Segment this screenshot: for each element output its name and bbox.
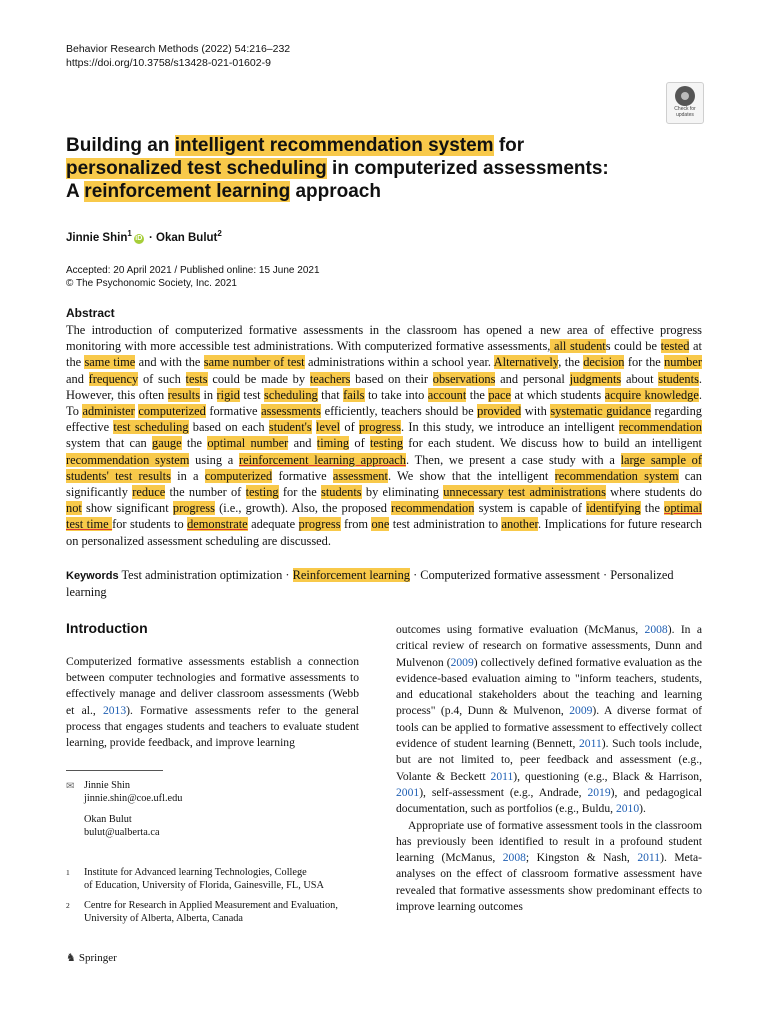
keywords-text-1: Test administration optimization · bbox=[118, 568, 293, 582]
abstract-highlight: decision bbox=[583, 355, 625, 370]
abstract-highlight: pace bbox=[488, 387, 512, 402]
abstract-text: at the bbox=[66, 339, 702, 370]
abstract-highlight: optimal test time bbox=[66, 501, 702, 532]
abstract-text: system is capable of bbox=[474, 501, 587, 516]
abstract-text: (i.e., growth). Also, the proposed bbox=[214, 501, 392, 516]
abstract-highlight: timing bbox=[316, 436, 350, 451]
abstract-text: from bbox=[340, 517, 372, 532]
abstract-text: the bbox=[466, 387, 489, 402]
abstract-text: the number of bbox=[165, 485, 246, 500]
abstract-text: with bbox=[521, 404, 551, 419]
abstract-text: test bbox=[239, 387, 265, 402]
title-text-3: in computerized assessments: A bbox=[66, 158, 609, 202]
abstract-highlight: reinforcement learning approach bbox=[239, 452, 407, 467]
title-text-4: approach bbox=[290, 181, 381, 202]
body-text: ). Meta-analyses on the effect of classroom formative assessment have revealed that formative assessments show predominant effects to improve learning outcomes bbox=[396, 851, 702, 914]
abstract-text: formative bbox=[205, 404, 262, 419]
abstract-text: . However, this often bbox=[66, 371, 703, 402]
abstract-highlight: results bbox=[167, 387, 201, 402]
title-text-1: Building an bbox=[66, 135, 175, 156]
author-name-1[interactable]: Jinnie Shin bbox=[66, 231, 128, 244]
abstract-text: system that can bbox=[66, 436, 153, 451]
abstract-highlight: tested bbox=[660, 339, 690, 354]
check-for-updates-badge[interactable] bbox=[666, 82, 704, 124]
body-text: ; Kingston & Nash, bbox=[525, 851, 638, 865]
abstract-text: using a bbox=[189, 452, 240, 467]
abstract-highlight: same time bbox=[84, 355, 136, 370]
footnote-divider bbox=[66, 770, 163, 771]
abstract-highlight: progress bbox=[358, 420, 401, 435]
contact-email-2[interactable]: bulut@ualberta.ca bbox=[84, 827, 160, 838]
title-highlight-3: reinforcement learning bbox=[84, 181, 291, 202]
abstract-highlight: scheduling bbox=[264, 387, 318, 402]
body-text: ), questioning (e.g., Black & Harrison, bbox=[513, 769, 702, 783]
accepted-published-dates: Accepted: 20 April 2021 / Published online: 15 June 2021 bbox=[66, 265, 320, 276]
abstract-highlight: fails bbox=[343, 387, 365, 402]
abstract-highlight: all student bbox=[550, 339, 606, 354]
abstract-highlight: same number of test bbox=[203, 355, 305, 370]
intro-left-column bbox=[66, 654, 359, 751]
abstract-highlight: computerized bbox=[138, 404, 206, 419]
abstract-text: administrations within a school year. bbox=[304, 355, 494, 370]
abstract-text: the bbox=[181, 436, 208, 451]
abstract-text: and bbox=[288, 436, 317, 451]
abstract-highlight: recommendation system bbox=[554, 468, 679, 483]
body-text: ) collectively defined formative evaluation as the evidence-based evaluation aiming to "inform teachers, students, and educational stakeholders about the teaching and learning process" (p.4, Dunn & Mulvenon, bbox=[396, 655, 702, 718]
intro-right-paragraph-1 bbox=[396, 622, 702, 818]
citation-link[interactable]: 2008 bbox=[502, 851, 526, 865]
author-name-2[interactable]: Okan Bulut bbox=[156, 231, 218, 244]
keywords-text-2: · Computerized formative assessment · Personalized learning bbox=[66, 568, 674, 599]
affiliation-number: 2 bbox=[66, 901, 70, 910]
abstract-text: for the bbox=[624, 355, 665, 370]
abstract-highlight: testing bbox=[369, 436, 404, 451]
crossmark-label-2: updates bbox=[676, 112, 694, 118]
springer-horse-icon: ♞ bbox=[66, 952, 76, 964]
abstract-text: based on their bbox=[350, 371, 433, 386]
abstract-highlight: reduce bbox=[132, 485, 166, 500]
keywords-highlight: Reinforcement learning bbox=[292, 568, 410, 582]
abstract-highlight: rigid bbox=[216, 387, 240, 402]
abstract-highlight: judgments bbox=[569, 371, 622, 386]
abstract-text: based on each bbox=[188, 420, 269, 435]
crossmark-icon bbox=[675, 86, 695, 106]
introduction-heading: Introduction bbox=[66, 620, 148, 636]
citation-link[interactable]: 2001 bbox=[396, 785, 420, 799]
abstract-text: . We show that the intelligent bbox=[387, 468, 555, 483]
abstract-text: of bbox=[349, 436, 370, 451]
abstract-text: . In this study, we introduce an intelligent bbox=[400, 420, 619, 435]
citation-link[interactable]: 2009 bbox=[450, 655, 474, 669]
affiliation-line: Centre for Research in Applied Measurement and Evaluation, bbox=[84, 900, 338, 911]
crossmark-label-1: Check for bbox=[674, 106, 696, 112]
abstract-highlight: identifying bbox=[586, 501, 641, 516]
abstract-text: of such bbox=[138, 371, 186, 386]
abstract-body bbox=[66, 322, 702, 549]
abstract-text: in bbox=[200, 387, 217, 402]
abstract-highlight: one bbox=[371, 517, 390, 532]
abstract-highlight: students bbox=[321, 485, 362, 500]
abstract-highlight: number bbox=[664, 355, 702, 370]
abstract-highlight: systematic guidance bbox=[550, 404, 651, 419]
abstract-highlight: teachers bbox=[309, 371, 351, 386]
body-text: outcomes using formative evaluation (McManus, bbox=[396, 623, 645, 636]
abstract-highlight: recommendation bbox=[391, 501, 475, 516]
abstract-highlight: acquire knowledge bbox=[604, 387, 699, 402]
envelope-icon: ✉ bbox=[66, 781, 75, 792]
citation-link[interactable]: 2011 bbox=[579, 737, 602, 751]
citation-link[interactable]: 2010 bbox=[615, 802, 640, 816]
doi-link[interactable]: https://doi.org/10.3758/s13428-021-01602-9 bbox=[66, 57, 271, 69]
copyright-line: © The Psychonomic Society, Inc. 2021 bbox=[66, 278, 237, 289]
affiliation-line: of Education, University of Florida, Gainesville, FL, USA bbox=[84, 880, 324, 891]
intro-right-paragraph-2 bbox=[396, 818, 702, 916]
abstract-highlight: computerized bbox=[204, 468, 273, 483]
abstract-highlight: testing bbox=[245, 485, 279, 500]
abstract-text: adequate bbox=[247, 517, 299, 532]
affiliation-line: Institute for Advanced learning Technologies, College bbox=[84, 867, 307, 878]
body-text: ). bbox=[639, 802, 646, 816]
paper-title bbox=[66, 134, 626, 203]
affiliation-number: 1 bbox=[66, 868, 70, 877]
citation-link[interactable]: 2019 bbox=[587, 785, 611, 799]
abstract-highlight: demonstrate bbox=[187, 517, 248, 532]
abstract-highlight: not bbox=[66, 501, 82, 516]
publisher-name: Springer bbox=[78, 952, 117, 964]
abstract-text: for students to bbox=[112, 517, 188, 532]
keywords bbox=[66, 567, 702, 600]
abstract-text: s could be bbox=[605, 339, 661, 354]
abstract-text: by eliminating bbox=[361, 485, 444, 500]
abstract-text: and personal bbox=[495, 371, 570, 386]
abstract-highlight: administer bbox=[82, 404, 135, 419]
author-separator: · bbox=[145, 231, 157, 244]
journal-citation: Behavior Research Methods (2022) 54:216–232 bbox=[66, 43, 291, 55]
body-text: ). In a critical review of research on formative assessments, Dunn and Mulvenon ( bbox=[396, 623, 702, 669]
abstract-highlight: observations bbox=[432, 371, 496, 386]
abstract-text: test administration to bbox=[389, 517, 502, 532]
abstract-text: could be made by bbox=[207, 371, 310, 386]
abstract-highlight: Alternatively bbox=[493, 355, 559, 370]
abstract-highlight: unnecessary test administrations bbox=[443, 485, 606, 500]
abstract-text: show significant bbox=[81, 501, 173, 516]
abstract-text: to take into bbox=[364, 387, 428, 402]
abstract-text: . To bbox=[66, 387, 702, 419]
abstract-text: that bbox=[317, 387, 344, 402]
abstract-highlight: frequency bbox=[88, 371, 139, 386]
abstract-highlight: assessment bbox=[332, 468, 388, 483]
abstract-highlight: progress bbox=[298, 517, 341, 532]
abstract-highlight: gauge bbox=[152, 436, 182, 451]
abstract-text: in a bbox=[170, 468, 205, 483]
orcid-icon[interactable]: iD bbox=[135, 234, 143, 242]
abstract-text: The introduction of computerized formative assessments in the classroom has opened a new area of effective progress monitoring with more accessible test administrations. With computerized formative assessments, bbox=[66, 323, 702, 354]
abstract-text: regarding effective bbox=[66, 404, 702, 435]
abstract-highlight: recommendation system bbox=[66, 452, 190, 467]
abstract-highlight: another bbox=[501, 517, 538, 532]
citation-link[interactable]: 2008 bbox=[644, 623, 668, 636]
abstract-highlight: large sample of students' test results bbox=[66, 452, 703, 483]
publisher-logo bbox=[66, 951, 117, 964]
abstract-highlight: test scheduling bbox=[113, 420, 189, 435]
abstract-highlight: progress bbox=[172, 501, 215, 516]
body-text: Appropriate use of formative assessment tools in the classroom has previously been identified to result in a profound student learning (McManus, bbox=[396, 818, 702, 865]
intro-left-text-1: Computerized formative assessments establish a connection between computer technologies and formative assessments to effectively manage and deliver classroom assessments (Webb et al., bbox=[66, 655, 359, 717]
abstract-highlight: level bbox=[316, 420, 341, 435]
intro-left-text-2: ). Formative assessments refer to the general process that engages students and teachers to evaluate student learning, provide feedback, and improve learning bbox=[66, 703, 359, 750]
body-text: ). A diverse format of tools can be applied to formative assessment to effectively collect evidence of student learning (Bennett, bbox=[396, 704, 702, 751]
abstract-highlight: tests bbox=[185, 371, 208, 386]
keywords-label: Keywords bbox=[66, 570, 119, 582]
author-list bbox=[66, 229, 222, 244]
abstract-text: . Then, we present a case study with a bbox=[406, 452, 621, 467]
publication-dates bbox=[66, 264, 320, 290]
abstract-text: of bbox=[340, 420, 359, 435]
abstract-text: and with the bbox=[135, 355, 204, 370]
abstract-text: where students do bbox=[605, 485, 702, 500]
abstract-highlight: students bbox=[658, 371, 699, 386]
abstract-highlight: assessments bbox=[261, 404, 321, 419]
author-affiliation-2: 2 bbox=[217, 229, 222, 238]
title-highlight-2: personalized test scheduling bbox=[66, 158, 327, 179]
abstract-text: , the bbox=[558, 355, 584, 370]
abstract-highlight: recommendation bbox=[618, 420, 702, 435]
citation-link[interactable]: 2013 bbox=[102, 703, 127, 717]
abstract-highlight: account bbox=[427, 387, 467, 402]
intro-right-column bbox=[396, 622, 702, 915]
abstract-text: and bbox=[66, 371, 89, 386]
abstract-highlight: optimal number bbox=[207, 436, 289, 451]
author-affiliation-1: 1 bbox=[127, 229, 132, 238]
abstract-text: at which students bbox=[511, 387, 605, 402]
contact-name-2: Okan Bulut bbox=[84, 814, 132, 825]
body-text: ), self-assessment (e.g., Andrade, bbox=[419, 785, 588, 799]
title-text-2: for bbox=[493, 135, 525, 156]
abstract-text: for each student. We discuss how to build an intelligent bbox=[403, 436, 702, 451]
abstract-highlight: provided bbox=[477, 404, 522, 419]
contact-email-1[interactable]: jinnie.shin@coe.ufl.edu bbox=[84, 793, 183, 804]
abstract-text: about bbox=[621, 371, 659, 386]
abstract-text: efficiently, teachers should be bbox=[321, 404, 478, 419]
abstract-text: can significantly bbox=[66, 468, 702, 500]
citation-link[interactable]: 2011 bbox=[490, 769, 514, 783]
abstract-heading: Abstract bbox=[66, 306, 115, 320]
citation-link[interactable]: 2011 bbox=[637, 851, 661, 865]
body-text: ). Such tools include, but are not limited to, peer feedback and assessment (e.g., Volante & Beckett bbox=[396, 737, 702, 783]
citation-link[interactable]: 2009 bbox=[569, 704, 593, 718]
abstract-text: . Implications for future research on personalized assessment scheduling are discussed. bbox=[66, 517, 702, 548]
contact-name-1: Jinnie Shin bbox=[84, 780, 131, 791]
journal-header bbox=[66, 42, 290, 70]
body-text: ), and pedagogical documentation, such as portfolios (e.g., Buldu, bbox=[396, 785, 702, 816]
abstract-text: formative bbox=[272, 468, 333, 483]
abstract-text: the bbox=[640, 501, 665, 516]
affiliation-line: University of Alberta, Alberta, Canada bbox=[84, 913, 243, 924]
title-highlight-1: intelligent recommendation system bbox=[174, 135, 494, 156]
abstract-text: for the bbox=[278, 485, 321, 500]
abstract-highlight: student's bbox=[268, 420, 312, 435]
